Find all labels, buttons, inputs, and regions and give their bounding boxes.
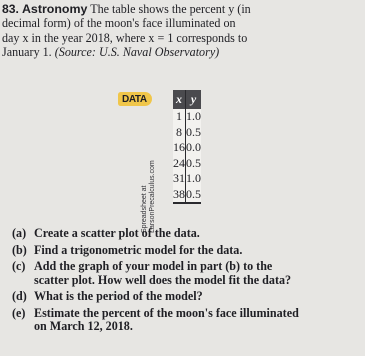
cell-y: 0.5: [186, 187, 202, 204]
cell-x: 31: [173, 171, 185, 186]
data-badge: DATA: [118, 92, 152, 106]
table-row: [173, 171, 201, 187]
part-label: (c): [12, 259, 26, 273]
data-table: [173, 90, 201, 204]
part-label: (b): [12, 242, 27, 257]
part-c: [12, 260, 358, 287]
table-row: [173, 109, 201, 125]
cell-y: 1.0: [186, 171, 201, 186]
part-label: (e): [12, 305, 26, 320]
part-text: Create a scatter plot of the data.: [34, 226, 200, 240]
cell-y: 0.5: [186, 124, 201, 139]
problem-text-line: January 1.: [2, 44, 52, 59]
part-text: scatter plot. How well does the model fit the data?: [34, 272, 292, 287]
part-a: [12, 227, 358, 241]
part-text: What is the period of the model?: [34, 289, 203, 303]
table-header-row: [173, 90, 201, 109]
part-label: (a): [12, 226, 27, 240]
problem-parts: [12, 227, 358, 337]
cell-y: 0.0: [186, 140, 201, 155]
problem-text-line: The table shows the percent y (in: [90, 2, 251, 16]
cell-x: 1: [173, 109, 186, 125]
cell-x: 38: [173, 187, 186, 204]
cell-x: 8: [173, 125, 186, 141]
cell-x: 16: [173, 140, 185, 155]
problem-statement: [2, 2, 358, 59]
table-row: [173, 140, 201, 156]
header-x: x: [173, 90, 186, 109]
part-text: Find a trigonometric model for the data.: [34, 242, 243, 257]
part-label: (d): [12, 289, 27, 303]
credit-line-2: LarsonPrecalculus.com: [149, 160, 156, 233]
cell-y: 0.5: [186, 155, 201, 170]
problem-source: (Source: U.S. Naval Observatory): [54, 44, 220, 59]
table-row: [173, 156, 201, 172]
part-text: Estimate the percent of the moon's face illuminated: [34, 305, 299, 320]
part-text: on March 12, 2018.: [34, 319, 133, 333]
table-row: [173, 187, 201, 204]
problem-number: 83.: [2, 2, 19, 16]
problem-text-line: day x in the year 2018, where x = 1 corresponds to: [2, 30, 248, 45]
problem-topic: Astronomy: [21, 2, 88, 16]
part-d: [12, 290, 358, 304]
spreadsheet-credit: [141, 160, 157, 233]
table-row: [173, 125, 201, 141]
problem-text-line: decimal form) of the moon's face illuminated on: [2, 16, 236, 31]
problem-line-1: [2, 2, 358, 16]
header-y: y: [186, 90, 202, 109]
problem-line-4: [2, 45, 358, 59]
cell-x: 24: [173, 155, 185, 170]
credit-line-1: Spreadsheet at: [141, 185, 148, 233]
part-b: [12, 244, 358, 258]
cell-y: 1.0: [186, 109, 201, 124]
part-e: [12, 307, 358, 334]
part-text: Add the graph of your model in part (b) to the: [34, 259, 273, 273]
